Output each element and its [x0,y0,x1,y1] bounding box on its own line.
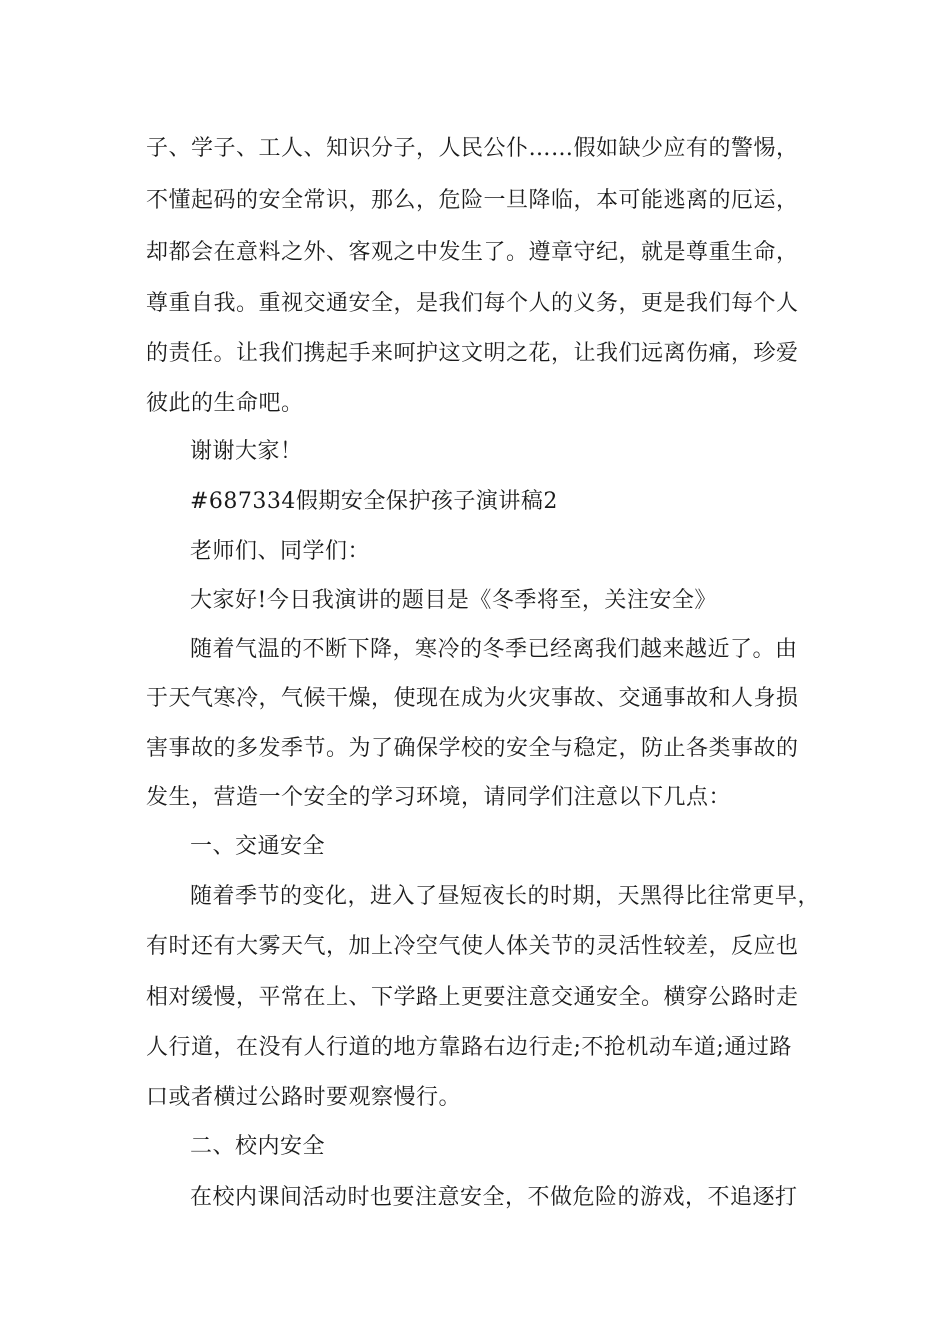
section-title: #687334假期安全保护孩子演讲稿2 [190,489,558,514]
text-line: 有时还有大雾天气，加上冷空气使人体关节的灵活性较差，反应也 [146,934,799,959]
text-line: 不懂起码的安全常识，那么，危险一旦降临，本可能逃离的厄运， [146,188,799,213]
heading-campus-safety: 二、校内安全 [190,1134,326,1159]
text-line: 在校内课间活动时也要注意安全，不做危险的游戏，不追逐打 [190,1185,798,1210]
text-line: 子、学子、工人、知识分子，人民公仆……假如缺少应有的警惕， [146,136,799,161]
text-line: 随着气温的不断下降，寒冷的冬季已经离我们越来越近了。由 [190,637,798,662]
text-line: 的责任。让我们携起手来呵护这文明之花，让我们远离伤痛，珍爱 [146,341,799,366]
salutation: 老师们、同学们： [190,539,371,564]
text-line: 尊重自我。重视交通安全，是我们每个人的义务，更是我们每个人 [146,291,799,316]
text-line: 彼此的生命吧。 [146,391,304,416]
heading-traffic-safety: 一、交通安全 [190,834,326,859]
closing-thanks: 谢谢大家！ [190,439,303,464]
text-line: 口或者横过公路时要观察慢行。 [146,1085,462,1110]
text-line: 随着季节的变化，进入了昼短夜长的时期，天黑得比往常更早， [190,884,821,909]
text-line: 相对缓慢，平常在上、下学路上更要注意交通安全。横穿公路时走 [146,985,799,1010]
text-line: 却都会在意料之外、客观之中发生了。遵章守纪，就是尊重生命， [146,240,799,265]
text-line: 发生，营造一个安全的学习环境，请同学们注意以下几点： [146,785,732,810]
text-line: 害事故的多发季节。为了确保学校的安全与稳定，防止各类事故的 [146,736,799,761]
text-line: 人行道，在没有人行道的地方靠路右边行走;不抢机动车道;通过路 [146,1035,792,1060]
text-line: 于天气寒冷，气候干燥，使现在成为火灾事故、交通事故和人身损 [146,686,799,711]
text-line: 大家好!今日我演讲的题目是《冬季将至，关注安全》 [190,588,717,613]
